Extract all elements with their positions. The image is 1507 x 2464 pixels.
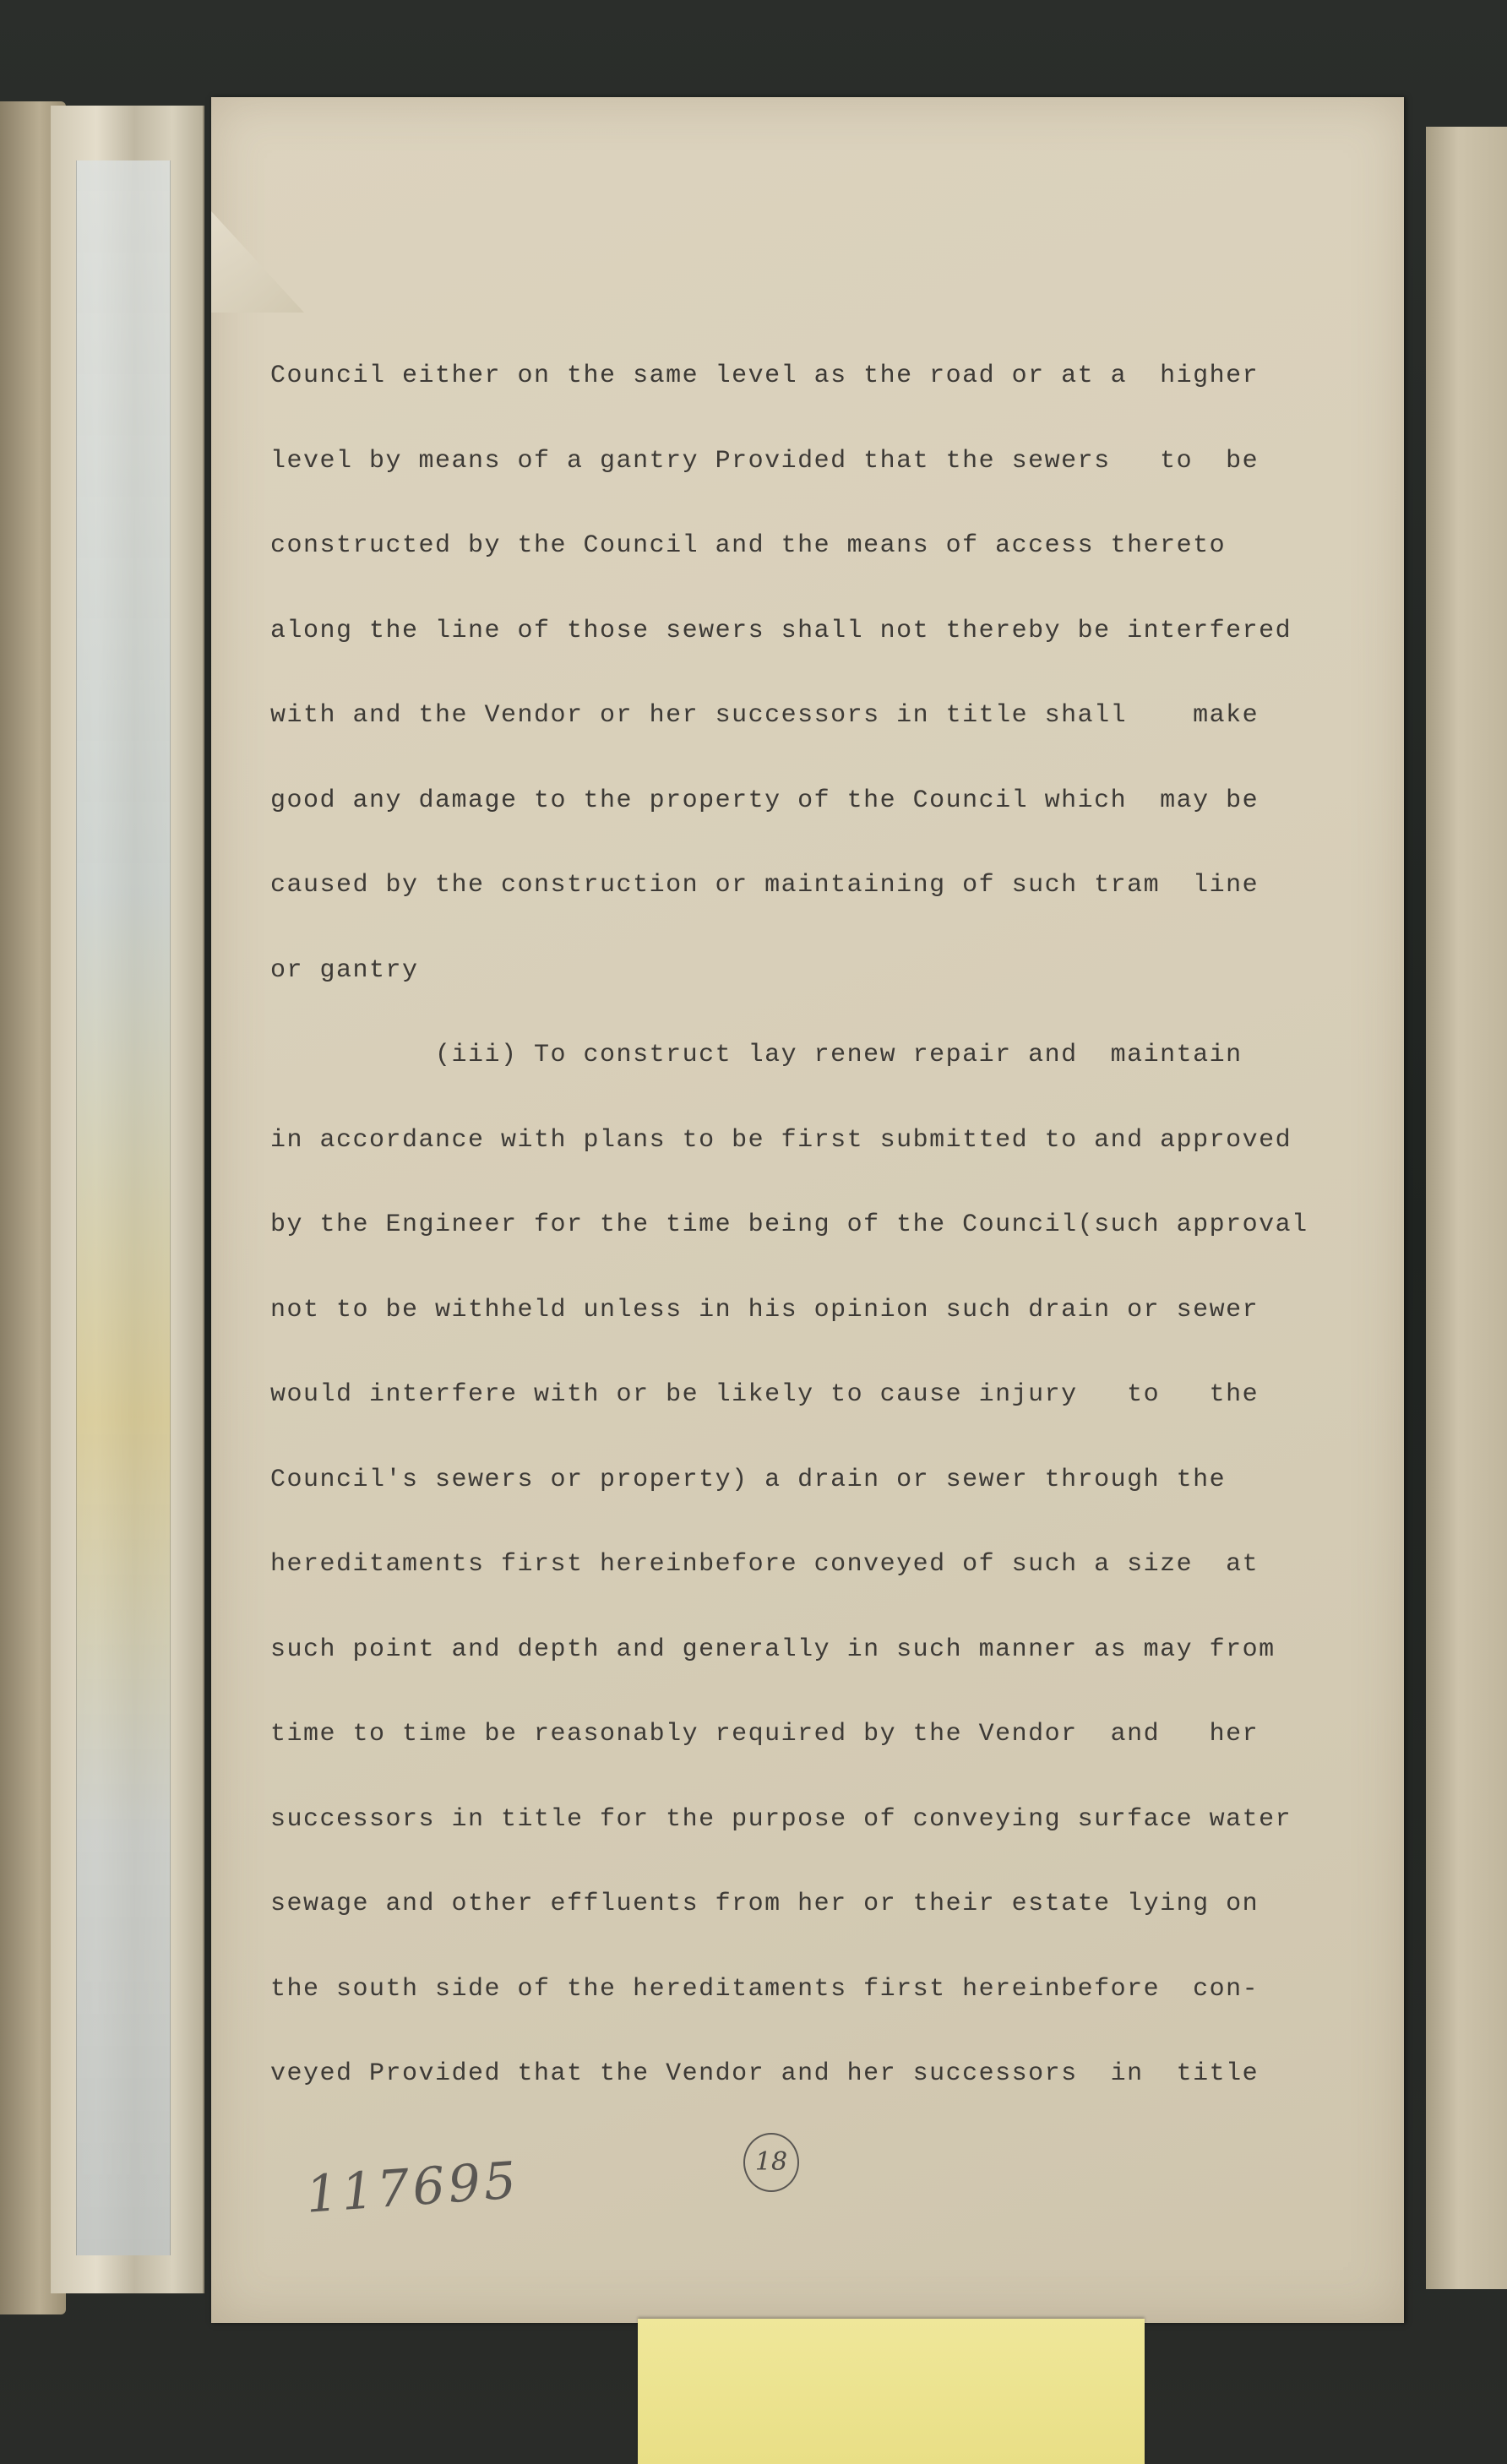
text-line: hereditaments first hereinbefore conveyed of such a size at (270, 1550, 1259, 1579)
text-line: in accordance with plans to be first submitted to and approved (270, 1125, 1292, 1155)
typed-text-block (270, 334, 1326, 2117)
text-line: (iii) To construct lay renew repair and maintain (270, 1041, 1243, 1069)
text-line: would interfere with or be likely to cause injury to the (270, 1380, 1259, 1409)
sticky-note (638, 2319, 1145, 2464)
text-line: with and the Vendor or her successors in title shall make (270, 701, 1259, 730)
text-line: sewage and other effluents from her or their estate lying on (270, 1890, 1259, 1918)
text-line: good any damage to the property of the Council which may be (270, 786, 1259, 815)
text-line: or gantry (270, 955, 419, 985)
text-line: along the line of those sewers shall not thereby be interfered (270, 616, 1292, 645)
text-line: by the Engineer for the time being of the Council(such approval (270, 1210, 1308, 1239)
text-line: the south side of the hereditaments first hereinbefore con- (270, 1974, 1259, 2004)
text-line: not to be withheld unless in his opinion such drain or sewer (270, 1295, 1259, 1324)
text-line: constructed by the Council and the means of access thereto (270, 531, 1227, 560)
circled-folio-number: 18 (743, 2133, 799, 2192)
text-line: Council either on the same level as the road or at a higher (270, 362, 1259, 390)
handwritten-reference-number: 117695 (303, 2151, 522, 2225)
text-line: level by means of a gantry Provided that the sewers to be (270, 446, 1259, 476)
repair-tape-strip (76, 160, 171, 2255)
text-line: successors in title for the purpose of conveying surface water (270, 1804, 1292, 1834)
text-line: such point and depth and generally in such manner as may from (270, 1635, 1276, 1664)
text-line: Council's sewers or property) a drain or sewer through the (270, 1465, 1227, 1494)
text-line: veyed Provided that the Vendor and her successors in title (270, 2059, 1259, 2088)
text-line: caused by the construction or maintaining of such tram line (270, 871, 1259, 900)
adjacent-volume-right (1426, 127, 1507, 2289)
text-line: time to time be reasonably required by the Vendor and her (270, 1720, 1259, 1749)
